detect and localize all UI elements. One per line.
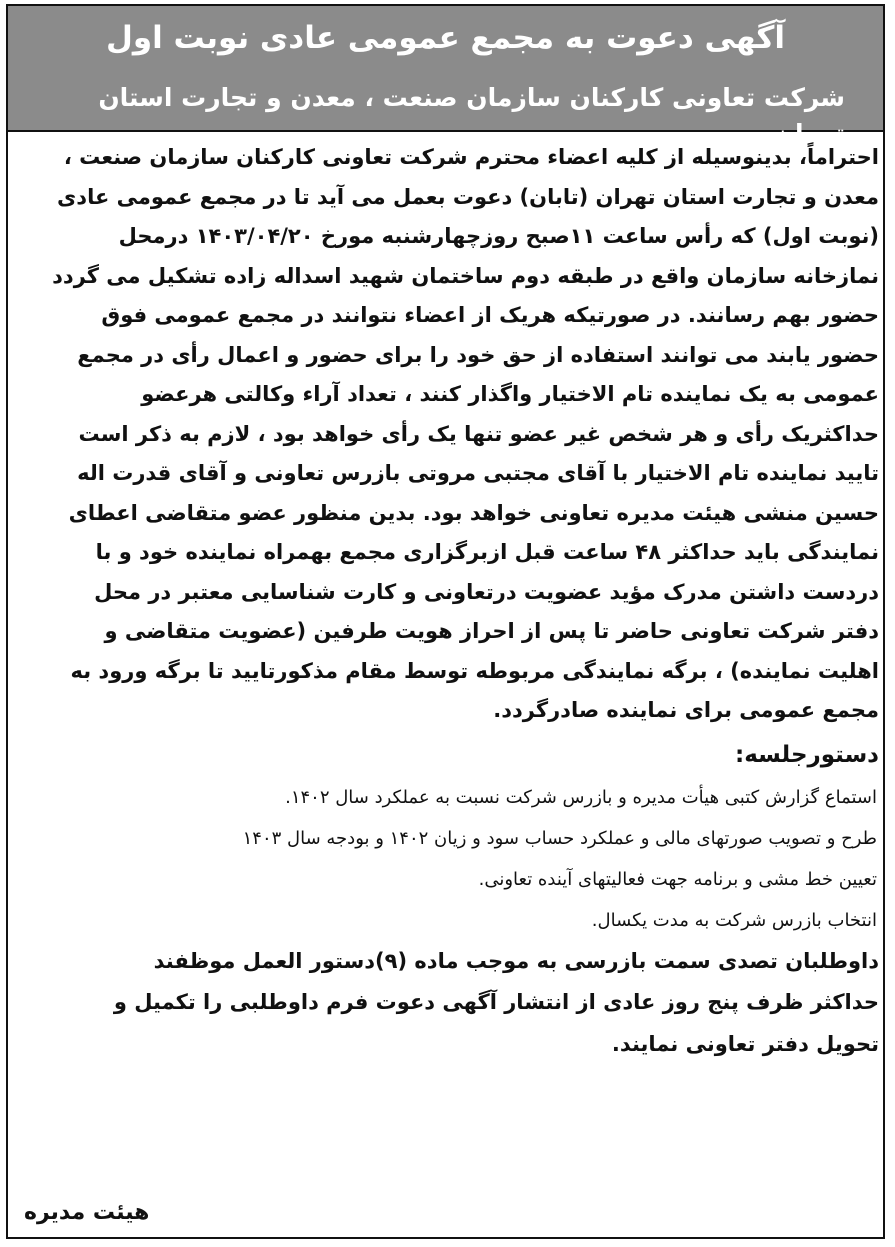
closing-line: حداکثر ظرف پنج روز عادی از انتشار آگهی دعوت فرم داوطلبی را تکمیل و [113, 990, 879, 1014]
company-name: شرکت تعاونی کارکنان سازمان صنعت ، معدن و تجارت استان تهران [98, 83, 845, 148]
agenda-item: تعیین خط مشی و برنامه جهت فعالیتهای آینده تعاونی. [478, 868, 877, 890]
body-line: اهلیت نماینده) ، برگه نمایندگی مربوطه توسط مقام مذکورتایید تا برگه ورود به [70, 658, 879, 683]
body-line: نمازخانه سازمان واقع در طبقه دوم ساختمان شهید اسداله زاده تشکیل می گردد [52, 263, 879, 288]
body-line: (نوبت اول) که رأس ساعت ۱۱صبح روزچهارشنبه مورخ ۱۴۰۳/۰۴/۲۰ درمحل [118, 224, 879, 248]
agenda-heading: دستورجلسه: [735, 741, 879, 768]
board-signature: هیئت مدیره [24, 1200, 150, 1225]
agenda-item: طرح و تصویب صورتهای مالی و عملکرد حساب سود و زیان ۱۴۰۲ و بودجه سال ۱۴۰۳ [242, 827, 877, 849]
body-line: دفتر شرکت تعاونی حاضر تا پس از احراز هویت طرفین (عضویت متقاضی و [104, 619, 879, 643]
body-line: نمایندگی باید حداکثر ۴۸ ساعت قبل ازبرگزاری مجمع بهمراه نماینده خود و با [95, 540, 879, 564]
notice-header [8, 6, 883, 148]
body-line: احتراماً، بدینوسیله از کلیه اعضاء محترم شرکت تعاونی کارکنان سازمان صنعت ، [63, 145, 879, 169]
agenda-list [16, 777, 879, 941]
body-line: تایید نماینده تام الاختیار با آقای مجتبی مروتی بازرس تعاونی و آقای قدرت اله [77, 461, 879, 485]
agenda-item: استماع گزارش کتبی هیأت مدیره و بازرس شرکت نسبت به عملکرد سال ۱۴۰۲. [285, 786, 877, 808]
body-line: عمومی به یک نماینده تام الاختیار واگذار کنند ، تعداد آراء وکالتی هرعضو [141, 382, 879, 406]
agenda-item: انتخاب بازرس شرکت به مدت یکسال. [591, 909, 877, 931]
invitation-paragraph [16, 138, 879, 731]
body-line: حضور بهم رسانند. در صورتیکه هریک از اعضاء نتوانند در مجمع عمومی فوق [101, 303, 879, 327]
closing-paragraph [16, 941, 879, 1066]
body-line: حسین منشی هیئت مدیره تعاونی خواهد بود. بدین منظور عضو متقاضی اعطای [68, 500, 879, 525]
body-line: حضور یابند می توانند استفاده از حق خود را برای حضور و اعمال رأی در مجمع [77, 342, 879, 367]
closing-line: داوطلبان تصدی سمت بازرسی به موجب ماده (۹)دستور العمل موظفند [153, 948, 879, 973]
body-line: دردست داشتن مدرک مؤید عضویت درتعاونی و کارت شناسایی معتبر در محل [94, 579, 879, 604]
notice-body [16, 138, 879, 1065]
body-line: حداکثریک رأی و هر شخص غیر عضو تنها یک رأی خواهد بود ، لازم به ذکر است [78, 421, 879, 446]
closing-line: تحویل دفتر تعاونی نمایند. [611, 1031, 879, 1056]
notice-title: آگهی دعوت به مجمع عمومی عادی نوبت اول [105, 20, 786, 56]
body-line: مجمع عمومی برای نماینده صادرگردد. [493, 698, 879, 722]
body-line: معدن و تجارت استان تهران (تابان) دعوت بعمل می آید تا در مجمع عمومی عادی [57, 184, 879, 209]
